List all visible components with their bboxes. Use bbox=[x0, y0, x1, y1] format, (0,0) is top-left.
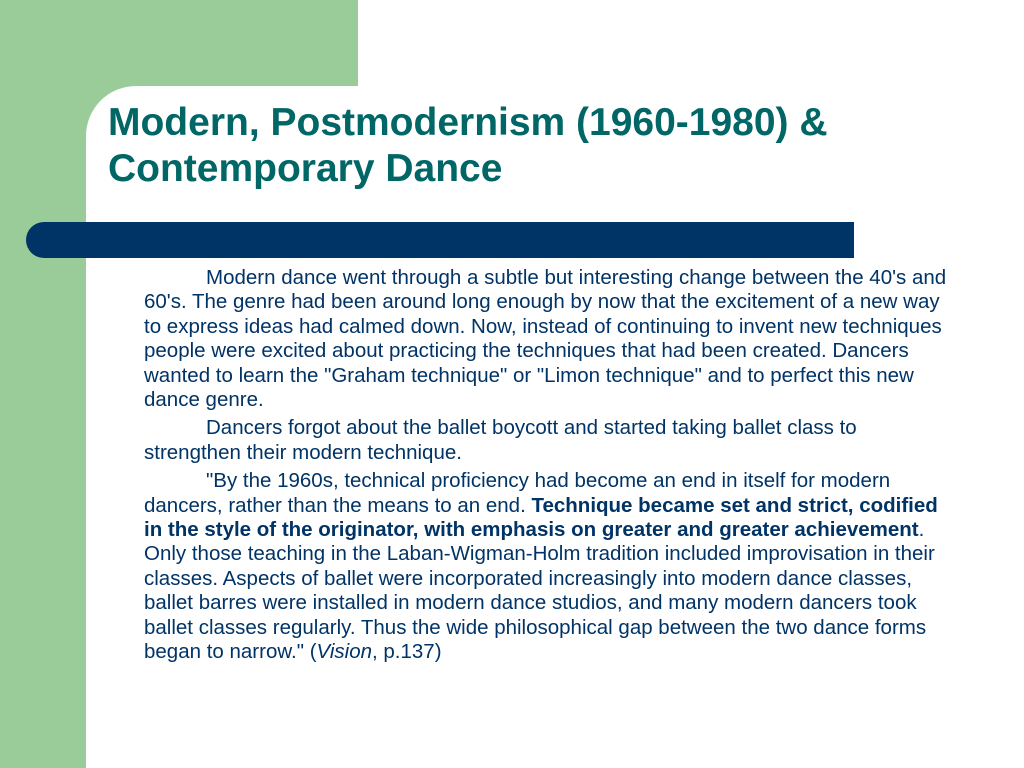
title-line-2: Contemporary Dance bbox=[108, 147, 503, 190]
quote-rest: . Only those teaching in the Laban-Wigman-Holm tradition included improvisation in their classes. Aspects of ballet were incorporated increasingly into modern dance classes, ballet barres were installed in modern dance studios, and many modern dancers took ballet classes regularly. Thus the wide philosophical gap between the two dance forms began to narrow." ( bbox=[144, 518, 935, 664]
quote-emphasis: Technique became set and strict, codified in the style of the originator, with emphasis on greater and greater achievement bbox=[144, 493, 938, 542]
quote-intro: "By the 1960s, technical proficiency had become an end in itself for modern dancers, rather than the means to an end. bbox=[144, 469, 891, 517]
slide-body bbox=[144, 266, 956, 669]
paragraph-3 bbox=[144, 469, 956, 664]
title-line-1: Modern, Postmodernism (1960-1980) & bbox=[108, 101, 828, 144]
paragraph-2: Dancers forgot about the ballet boycott and started taking ballet class to strengthen their modern technique. bbox=[144, 416, 857, 464]
paragraph-1: Modern dance went through a subtle but interesting change between the 40's and 60's. The genre had been around long enough by now that the excitement of a new way to express ideas had calmed down. Now, instead of continuing to invent new techniques people were excited about practicing the techniques that had been created. Dancers wanted to learn the "Graham technique" or "Limon technique" and to perfect this new dance genre. bbox=[144, 266, 947, 412]
citation-title: Vision bbox=[316, 640, 372, 664]
title-divider-bar bbox=[26, 222, 854, 258]
citation-page: , p.137) bbox=[372, 640, 442, 664]
slide-title bbox=[108, 100, 1008, 192]
